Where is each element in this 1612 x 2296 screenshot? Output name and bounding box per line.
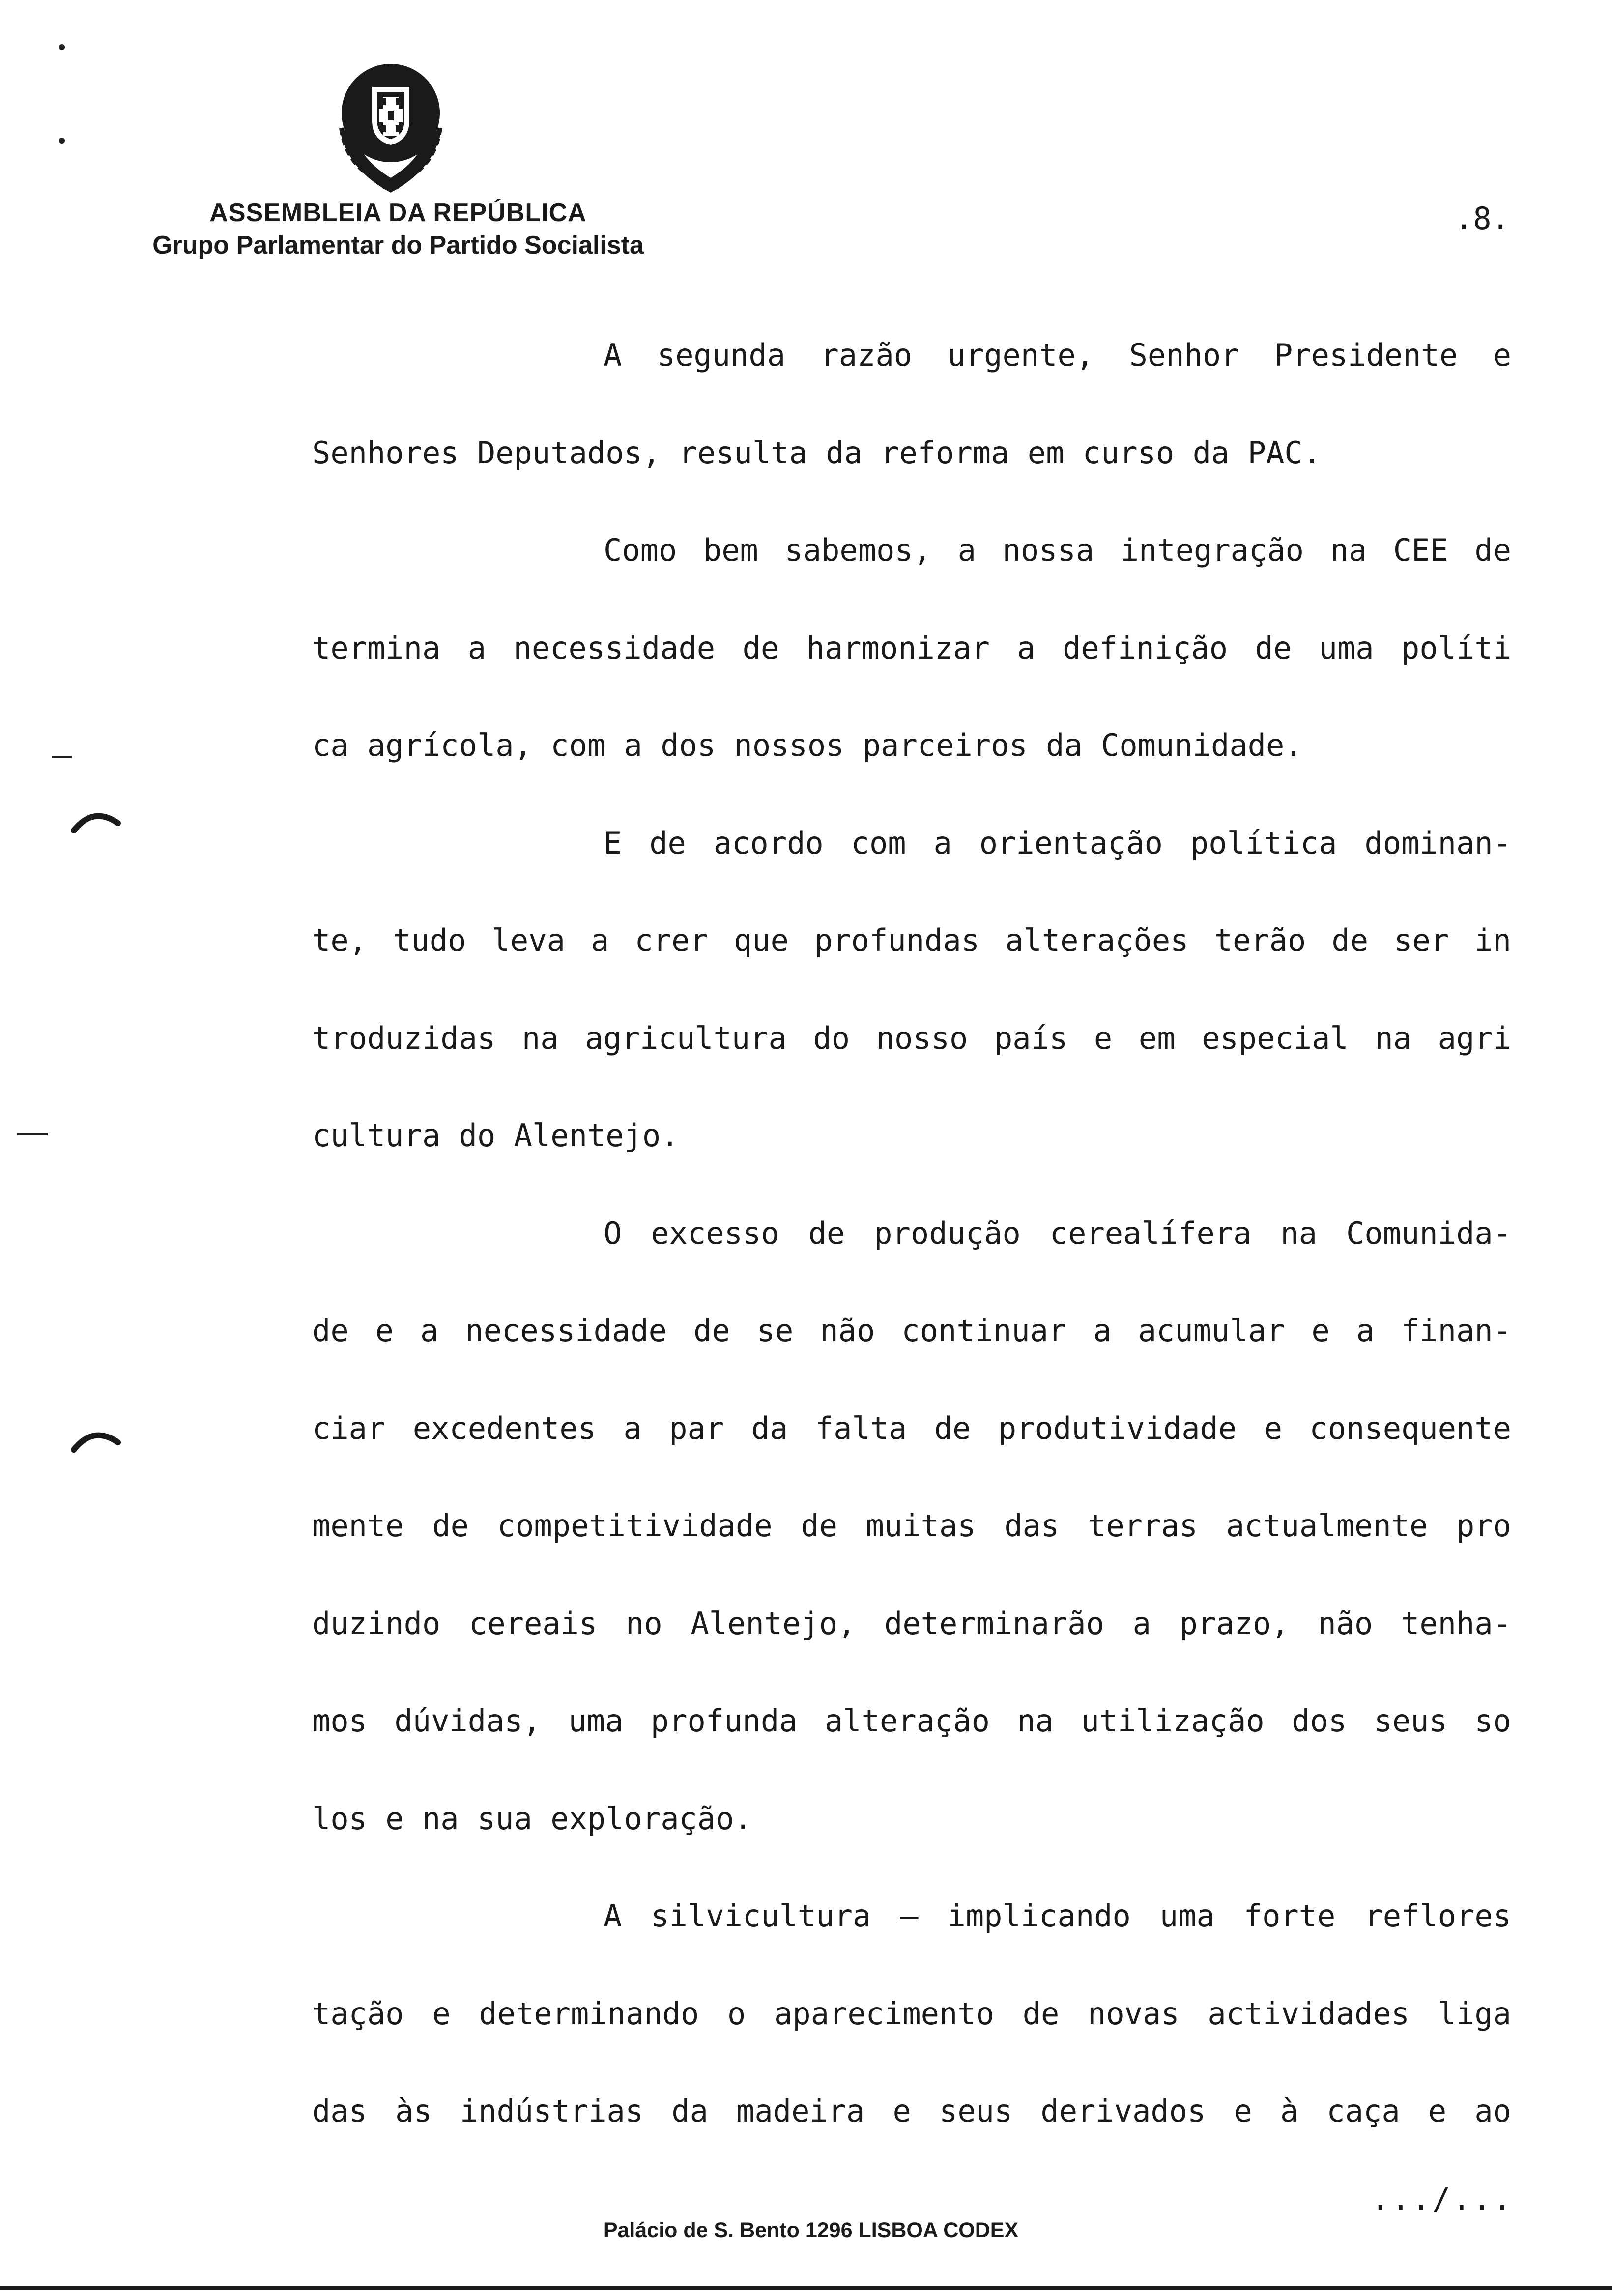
text-line: O excesso de produção cerealífera na Comunida- [604,1215,1511,1251]
institution-name: ASSEMBLEIA DA REPÚBLICA [209,199,587,227]
coat-of-arms-icon [327,57,455,194]
continuation-mark: .../... [1371,2181,1514,2217]
text-line: termina a necessidade de harmonizar a definição de uma políti [312,630,1511,666]
hole-punch-mark [69,1415,123,1469]
text-line: cultura do Alentejo. [312,1118,679,1153]
text-line: de e a necessidade de se não continuar a acumular e a finan- [312,1313,1511,1349]
text-line: los e na sua exploração. [312,1801,752,1837]
margin-dash [52,756,72,758]
text-line: Como bem sabemos, a nossa integração na CEE de [604,532,1511,568]
text-line: mente de competitividade de muitas das terras actualmente pro [312,1508,1511,1544]
text-line: A segunda razão urgente, Senhor Presidente e [604,337,1511,373]
footer-address: Palácio de S. Bento 1296 LISBOA CODEX [603,2218,1019,2242]
text-line: mos dúvidas, uma profunda alteração na utilização dos seus so [312,1703,1511,1739]
margin-dash [17,1133,48,1135]
text-line: te, tudo leva a crer que profundas alterações terão de ser in [312,922,1511,958]
text-line: Senhores Deputados, resulta da reforma em curso da PAC. [312,435,1321,471]
text-line: tação e determinando o aparecimento de novas actividades liga [312,1996,1511,2032]
text-line: E de acordo com a orientação política dominan- [604,825,1511,861]
scan-mark-dot [59,44,65,50]
text-line: A silvicultura – implicando uma forte reflores [604,1898,1511,1934]
text-line: ciar excedentes a par da falta de produtividade e consequente [312,1410,1511,1446]
text-line: ca agrícola, com a dos nossos parceiros da Comunidade. [312,727,1303,763]
parliamentary-group: Grupo Parlamentar do Partido Socialista [152,231,644,259]
hole-punch-mark [69,796,123,850]
footer-rule [0,2286,1612,2290]
text-line: das às indústrias da madeira e seus derivados e à caça e ao [312,2093,1511,2129]
page-number: .8. [1455,201,1510,236]
text-line: troduzidas na agricultura do nosso país e em especial na agri [312,1020,1511,1056]
scan-mark-dot [59,138,65,144]
text-line: duzindo cereais no Alentejo, determinarão a prazo, não tenha- [312,1606,1511,1641]
